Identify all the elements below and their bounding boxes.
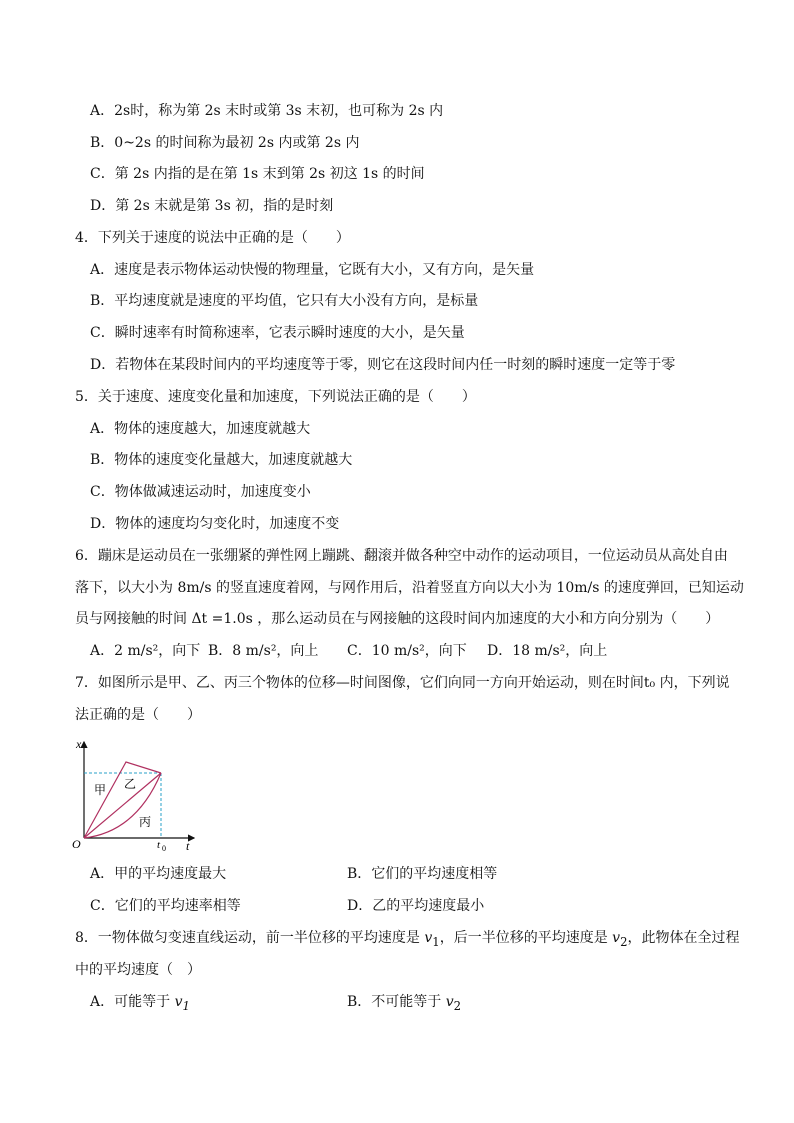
q8-text-a: 8．一物体做匀变速直线运动，前一半位移的平均速度是 (75, 930, 425, 946)
t0-subscript: 0 (162, 844, 166, 853)
q3-option-b: B．0~2s 的时间称为最初 2s 内或第 2s 内 (90, 135, 360, 151)
origin-label: O (72, 837, 81, 851)
q7-option-a: A．甲的平均速度最大 (90, 866, 227, 882)
q6-stem-line2: 落下，以大小为 8m/s 的竖直速度着网，与网作用后，沿着竖直方向以大小为 10m/s 的速度弹回，已知运动 (75, 580, 744, 596)
q4-stem: 4．下列关于速度的说法中正确的是（ ） (75, 230, 350, 246)
q5-option-a: A．物体的速度越大，加速度就越大 (90, 421, 311, 437)
label-jia: 甲 (94, 783, 107, 797)
q5-option-d: D．物体的速度均匀变化时，加速度不变 (90, 516, 340, 532)
q8-option-b-sub: 2 (453, 998, 462, 1013)
q3-option-c: C．第 2s 内指的是在第 1s 末到第 2s 初这 1s 的时间 (90, 166, 425, 182)
q4-option-c: C．瞬时速率有时简称速率，它表示瞬时速度的大小，是矢量 (90, 325, 465, 341)
q8-text-b: ，后一半位移的平均速度是 (439, 930, 613, 946)
q8-option-a (90, 992, 190, 1016)
q3-option-a: A．2s时，称为第 2s 末时或第 3s 末初，也可称为 2s 内 (90, 103, 444, 119)
q8-stem-line1 (75, 928, 740, 952)
q3-option-d: D．第 2s 末就是第 3s 初，指的是时刻 (90, 198, 334, 214)
q8-option-b-text: B．不可能等于 (347, 994, 446, 1010)
q8-v1: v (424, 930, 433, 946)
label-yi: 乙 (124, 777, 137, 791)
q5-option-c: C．物体做减速运动时，加速度变小 (90, 484, 311, 500)
q6-option-d: D．18 m/s²，向上 (487, 643, 608, 659)
q6-option-c: C．10 m/s²，向下 (347, 643, 467, 659)
q7-option-d: D．乙的平均速度最小 (347, 898, 485, 914)
q6-stem-line3: 员与网接触的时间 Δt =1.0s ，那么运动员在与网接触的这段时间内加速度的大小和方向分别为（ ） (75, 611, 720, 627)
q8-v2-sub: 2 (620, 934, 628, 949)
q8-option-b-v: v (445, 994, 454, 1010)
q4-option-b: B．平均速度就是速度的平均值，它只有大小没有方向，是标量 (90, 293, 479, 309)
q7-option-c: C．它们的平均速率相等 (90, 898, 241, 914)
t0-label: t (157, 839, 161, 851)
label-bing: 丙 (139, 815, 152, 829)
q8-text-c: ，此物体在全过程 (627, 930, 740, 946)
x-axis-label: t (186, 839, 190, 853)
q7-stem-line1: 7．如图所示是甲、乙、丙三个物体的位移—时间图像，它们向同一方向开始运动，则在时间t₀ 内，下列说 (75, 675, 730, 691)
q4-option-d: D．若物体在某段时间内的平均速度等于零，则它在这段时间内任一时刻的瞬时速度一定等于零 (90, 357, 676, 373)
q8-stem-line2: 中的平均速度（ ） (75, 962, 201, 978)
q8-option-a-v: v (174, 994, 183, 1010)
q6-option-b: B．8 m/s²，向上 (208, 643, 319, 659)
q7-stem-line2: 法正确的是（ ） (75, 707, 201, 723)
q8-v1-sub: 1 (432, 934, 440, 949)
y-axis-label: x (76, 737, 82, 751)
q5-option-b: B．物体的速度变化量越大，加速度就越大 (90, 452, 353, 468)
q8-option-b (347, 992, 461, 1016)
q8-option-a-sub: 1 (182, 998, 190, 1013)
q5-stem: 5．关于速度、速度变化量和加速度，下列说法正确的是（ ） (75, 389, 476, 405)
displacement-time-graph (68, 736, 198, 854)
q6-stem-line1: 6．蹦床是运动员在一张绷紧的弹性网上蹦跳、翻滚并做各种空中动作的运动项目，一位运动员从高处自由 (75, 548, 728, 564)
q8-v2: v (612, 930, 621, 946)
q8-option-a-text: A．可能等于 (90, 994, 175, 1010)
q6-option-a: A．2 m/s²，向下 (90, 643, 201, 659)
q7-option-b: B．它们的平均速度相等 (347, 866, 498, 882)
q4-option-a: A．速度是表示物体运动快慢的物理量，它既有大小，又有方向，是矢量 (90, 262, 535, 278)
